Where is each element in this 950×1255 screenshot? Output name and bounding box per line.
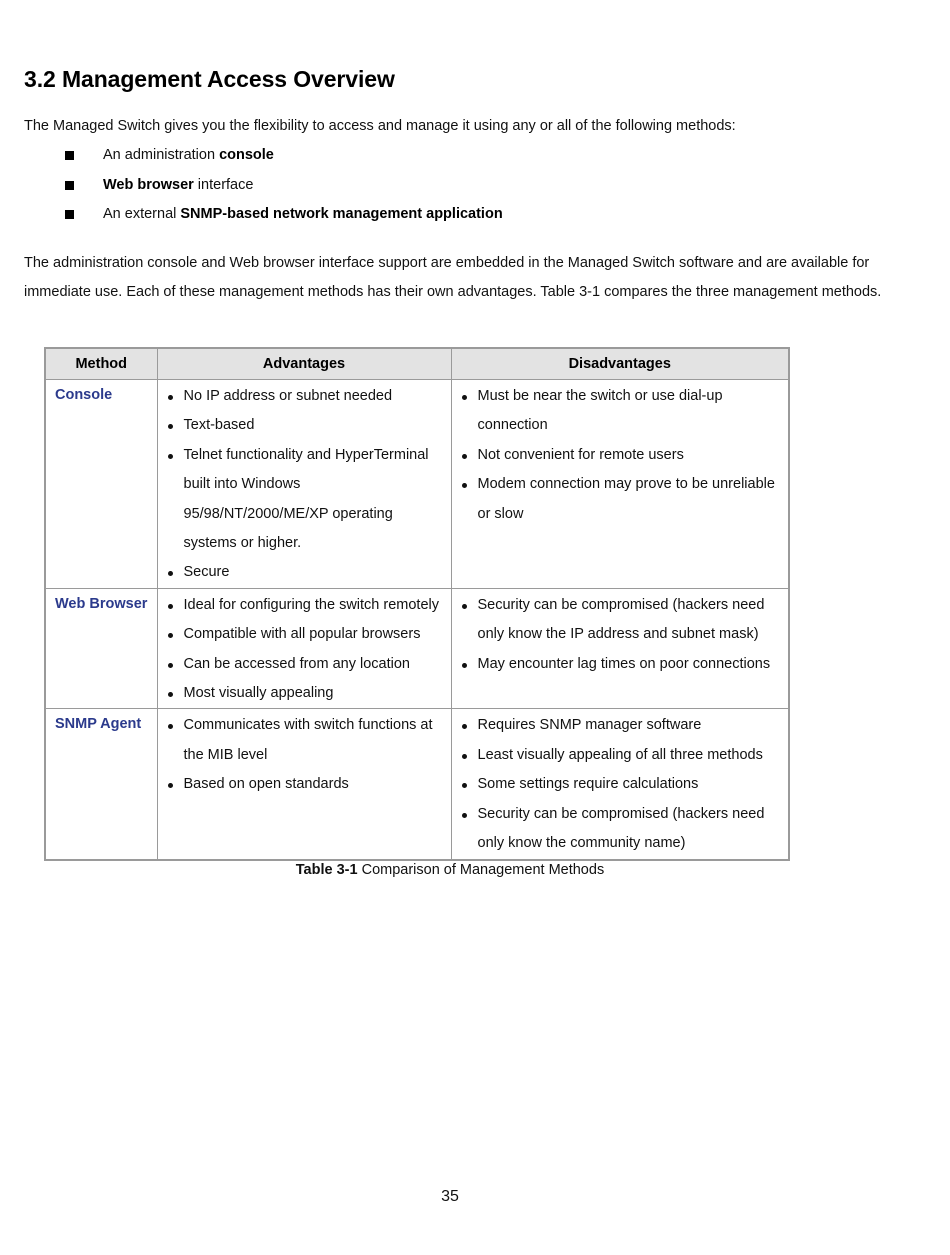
square-bullet-icon — [65, 210, 74, 219]
column-header-disadvantages: Disadvantages — [451, 348, 789, 380]
table-row — [45, 380, 789, 589]
list-item: May encounter lag times on poor connections — [460, 650, 783, 679]
caption-label: Table 3-1 — [295, 862, 358, 878]
list-item: Not convenient for remote users — [460, 441, 783, 470]
disadvantages-cell — [451, 380, 789, 589]
caption-text: Comparison of Management Methods — [357, 862, 605, 878]
list-item: Based on open standards — [166, 770, 445, 799]
list-item: Ideal for configuring the switch remotely — [166, 591, 445, 620]
list-item: Can be accessed from any location — [166, 650, 445, 679]
list-item: Telnet functionality and HyperTerminal built into Windows 95/98/NT/2000/ME/XP operating systems or higher. — [166, 441, 445, 559]
page-number: 35 — [441, 1188, 459, 1205]
list-item: Requires SNMP manager software — [460, 711, 783, 740]
list-item: Security can be compromised (hackers need only know the IP address and subnet mask) — [460, 591, 783, 650]
list-item: Text-based — [166, 411, 445, 440]
table-row — [45, 709, 789, 860]
list-item-text: An external SNMP-based network management application — [103, 206, 503, 222]
list-item-text: Web browser interface — [103, 176, 254, 193]
advantages-cell — [157, 380, 451, 589]
table-caption — [0, 861, 900, 879]
method-cell: SNMP Agent — [45, 709, 157, 860]
advantages-cell — [157, 709, 451, 860]
disadvantages-cell — [451, 588, 789, 709]
method-cell: Web Browser — [45, 588, 157, 709]
comparison-table — [44, 347, 790, 861]
list-item: Security can be compromised (hackers need only know the community name) — [460, 800, 783, 859]
list-item: Communicates with switch functions at the MIB level — [166, 711, 445, 770]
list-item: Some settings require calculations — [460, 770, 783, 799]
disadvantages-cell — [451, 709, 789, 860]
column-header-advantages: Advantages — [157, 348, 451, 380]
list-item: Modem connection may prove to be unreliable or slow — [460, 470, 783, 529]
list-item: Secure — [166, 558, 445, 587]
page-title: 3.2 Management Access Overview — [24, 66, 395, 92]
advantages-cell — [157, 588, 451, 709]
table-row — [45, 588, 789, 709]
table-header-row — [45, 348, 789, 380]
body-paragraph: The administration console and Web browser interface support are embedded in the Managed Switch software and are available for immediate use. Each of these management methods has their own advantages. Table 3-1 compares the three management methods. — [24, 255, 882, 301]
square-bullet-icon — [65, 181, 74, 190]
list-item: Compatible with all popular browsers — [166, 620, 445, 649]
method-cell: Console — [45, 380, 157, 589]
column-header-method: Method — [45, 348, 157, 380]
list-item: Must be near the switch or use dial-up connection — [460, 382, 783, 441]
square-bullet-icon — [65, 151, 74, 160]
list-item: Least visually appealing of all three methods — [460, 741, 783, 770]
list-item-text: An administration console — [103, 147, 274, 163]
list-item: No IP address or subnet needed — [166, 382, 445, 411]
intro-paragraph: The Managed Switch gives you the flexibility to access and manage it using any or all of the following methods: — [24, 118, 736, 134]
list-item: Most visually appealing — [166, 679, 445, 708]
